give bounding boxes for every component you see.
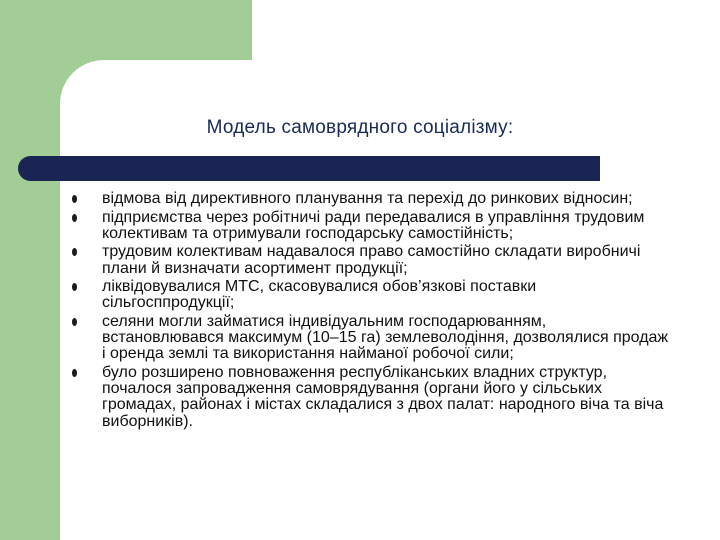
- bullet-dot-icon: [72, 283, 77, 291]
- bullet-text: трудовим колективам надавалося право самостійно складати виробничі плани й визначати асортимент продукції;: [102, 243, 641, 277]
- bullet-dot-icon: [72, 214, 77, 222]
- bullet-item: [72, 365, 672, 430]
- bullet-dot-icon: [72, 318, 77, 326]
- bullet-dot-icon: [72, 369, 77, 377]
- bullet-text: відмова від директивного планування та перехід до ринкових відносин;: [102, 190, 633, 207]
- bullet-item: [72, 279, 672, 311]
- slide-title: Модель самоврядного соціалізму:: [206, 117, 514, 138]
- bullet-dot-icon: [72, 248, 77, 256]
- left-accent-band: [0, 0, 60, 540]
- top-accent-block: [60, 0, 252, 60]
- bullet-text: ліквідовувалися МТС, скасовувалися обов’язкові поставки сільгосппродукції;: [102, 278, 537, 312]
- title-underline-bar: [18, 156, 600, 181]
- bullet-item: [72, 314, 672, 363]
- bullet-item: [72, 191, 672, 207]
- bullet-list: [72, 191, 672, 432]
- bullet-item: [72, 244, 672, 276]
- bullet-dot-icon: [72, 195, 77, 203]
- bullet-text: підприємства через робітничі ради передавалися в управління трудовим колективам та отримували господарську самостійність;: [102, 208, 645, 242]
- bullet-item: [72, 210, 672, 242]
- bullet-text: було розширено повноваження республіканських владних структур, почалося запровадження самоврядування (органи його у сільських громадах, районах і містах складалися з двох палат: народного віча та віча виборників).: [102, 363, 664, 430]
- bullet-text: селяни могли займатися індивідуальним господарюванням, встановлювався максимум (10–15 га) землеволодіння, дозволялися продаж і оренда землі та використання найманої робочої сили;: [102, 312, 669, 363]
